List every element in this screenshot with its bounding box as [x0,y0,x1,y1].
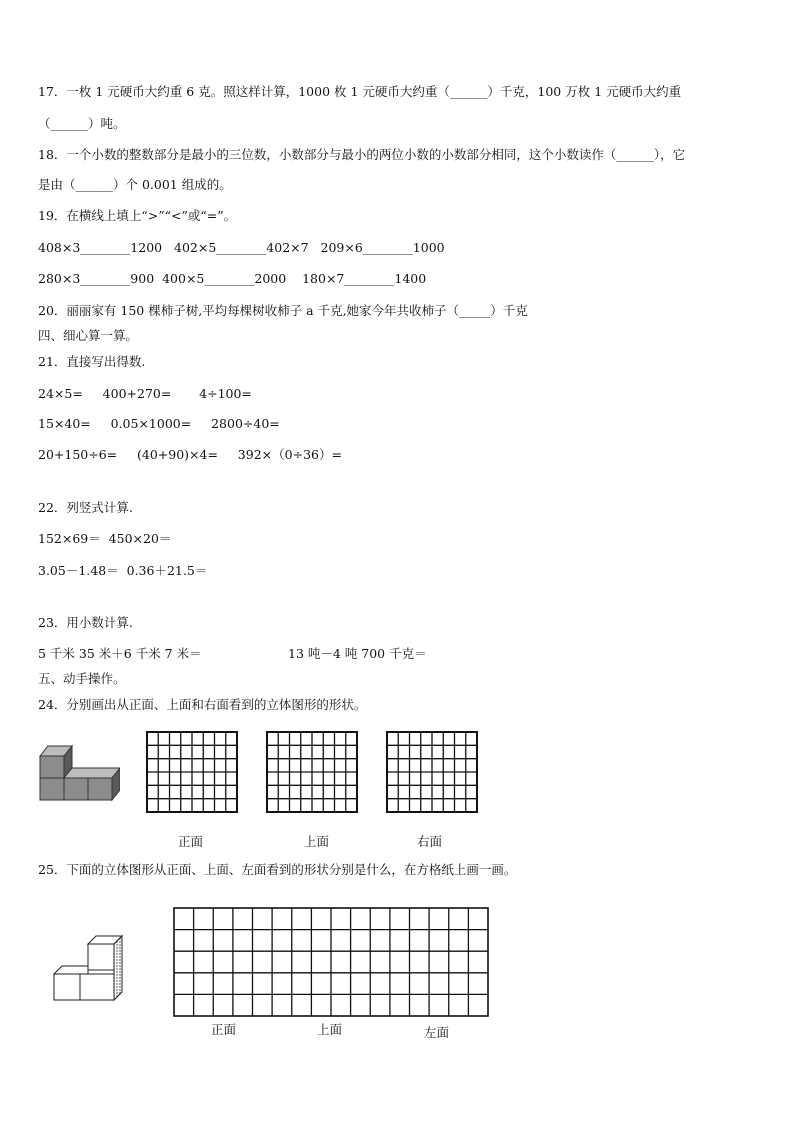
q24-title: 24．分别画出从正面、上面和右面看到的立体图形的形状。 [38,697,367,712]
q24-label-top: 上面 [304,834,330,849]
q25-label-front: 正面 [211,1022,237,1037]
q21-row1: 24×5= 400+270= 4÷100= [38,386,252,401]
q22-row2: 3.05－1.48＝ 0.36＋21.5＝ [38,563,208,578]
q17-line2: （______）吨。 [38,116,126,131]
q18-line1: 18．一个小数的整数部分是最小的三位数，小数部分与最小的两位小数的小数部分相同，这个小数读作（______），它 [38,147,686,162]
q22-title: 22．列竖式计算. [38,500,133,515]
q17-line1: 17．一枚 1 元硬币大约重 6 克。照这样计算，1000 枚 1 元硬币大约重（______）千克，100 万枚 1 元硬币大约重 [38,84,682,99]
q19-row2: 280×3________900 400×5________2000 180×7________1400 [38,271,427,286]
q25-cube-figure [50,932,130,1012]
q18-line2: 是由（______）个 0.001 组成的。 [38,177,232,192]
q24-grid-front [146,731,238,813]
q25-title: 25．下面的立体图形从正面、上面、左面看到的形状分别是什么，在方格纸上画一画。 [38,862,517,877]
q23-title: 23．用小数计算. [38,615,133,630]
q24-label-front: 正面 [178,834,204,849]
section-5-title: 五、动手操作。 [38,671,126,686]
q24-label-right: 右面 [417,834,443,849]
q23-left: 5 千米 35 米＋6 千米 7 米＝ [38,646,202,661]
q21-row2: 15×40= 0.05×1000= 2800÷40= [38,416,280,431]
q24-grid-right [386,731,478,813]
q19-row1: 408×3________1200 402×5________402×7 209×6________1000 [38,240,445,255]
q21-title: 21．直接写出得数. [38,354,146,369]
q25-label-top: 上面 [317,1022,343,1037]
q19-title: 19．在横线上填上“>”“<”或“=”。 [38,208,237,223]
q25-label-left: 左面 [424,1025,450,1040]
q24-grid-top [266,731,358,813]
q21-row3: 20+150÷6= (40+90)×4= 392×（0÷36）= [38,447,342,462]
q24-cube-figure [38,742,120,802]
q22-row1: 152×69＝ 450×20＝ [38,531,172,546]
q23-right: 13 吨－4 吨 700 千克＝ [288,646,427,661]
section-4-title: 四、细心算一算。 [38,328,139,343]
q20-text: 20．丽丽家有 150 棵柿子树,平均每棵树收柿子 a 千克,她家今年共收柿子（_____）千克 [38,303,528,318]
q25-grid [172,906,490,1018]
